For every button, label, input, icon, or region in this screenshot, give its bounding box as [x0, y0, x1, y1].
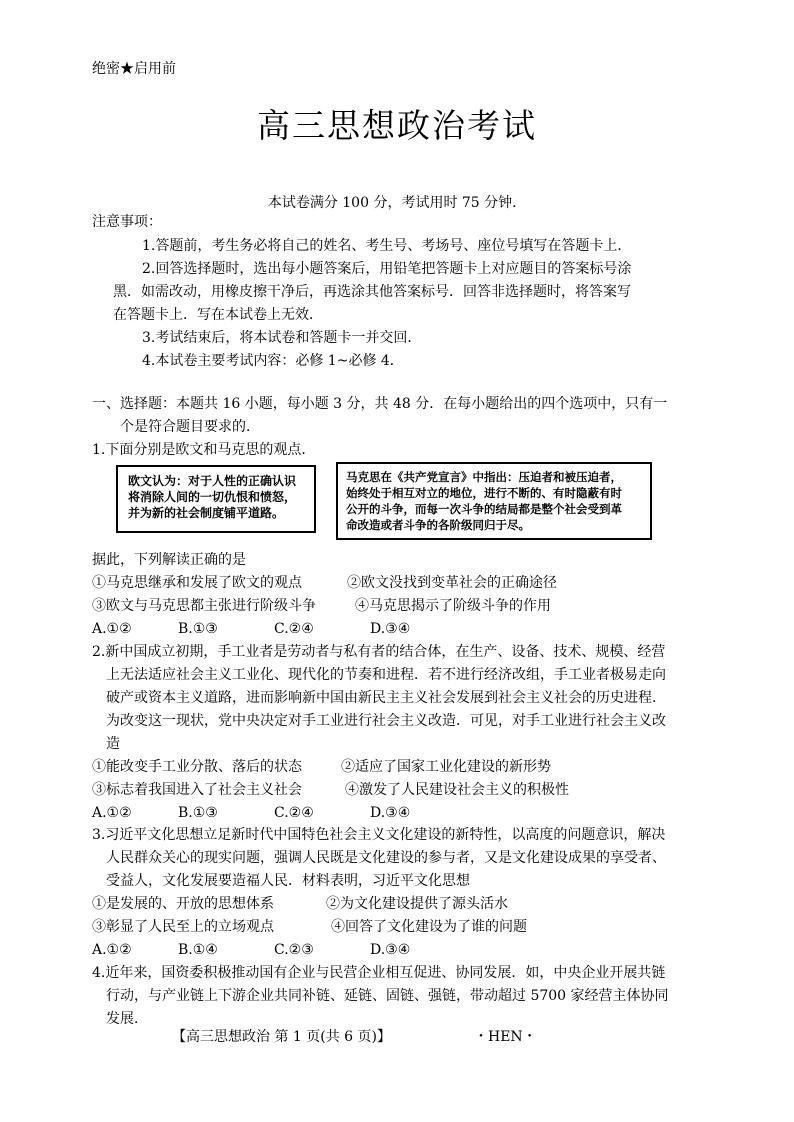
q2-stem: 造: [106, 736, 120, 752]
answer-choice: D.③④: [370, 942, 411, 958]
notes-line: 4.本试卷主要考试内容：必修 1~必修 4．: [142, 353, 404, 369]
option-statement: ④回答了文化建设为了谁的问题: [331, 919, 527, 935]
q2-stem: 2.新中国成立初期，手工业者是劳动者与私有者的结合体，在生产、设备、技术、规模、经营: [92, 644, 666, 660]
q3-stem: 人民群众关心的现实问题，强调人民既是文化建设的参与者，又是文化建设成果的享受者、: [106, 850, 666, 866]
quote-line: 马克思在《共产党宣言》中指出：压迫者和被压迫者，: [346, 470, 622, 484]
notes-heading: 注意事项：: [92, 214, 162, 230]
option-statement: ②为文化建设提供了源头活水: [326, 896, 508, 912]
answer-choice: B.①③: [178, 805, 218, 821]
notes-line: 在答题卡上．写在本试卷上无效．: [113, 307, 323, 323]
option-statement: ③标志着我国进入了社会主义社会: [92, 782, 302, 798]
answer-choice: D.③④: [370, 805, 411, 821]
option-statement: ③欧文与马克思都主张进行阶级斗争: [92, 598, 316, 614]
quote-line: 欧文认为：对于人性的正确认识: [128, 474, 297, 488]
quote-line: 将消除人间的一切仇恨和愤怒，: [128, 490, 297, 504]
answer-choice: B.①④: [178, 942, 218, 958]
q2-stem: 上无法适应社会主义工业化、现代化的节奏和进程．若不进行经济改组，手工业者极易走向: [106, 667, 666, 683]
answer-choice: A.①②: [92, 942, 132, 958]
section-heading-cont: 个是符合题目要求的．: [120, 419, 260, 435]
notes-line: 黑．如需改动，用橡皮擦干净后，再选涂其他答案标号．回答非选择题时，将答案写: [113, 284, 631, 300]
exam-meta: 本试卷满分 100 分，考试用时 75 分钟．: [267, 195, 527, 211]
quote-line: 公开的斗争，而每一次斗争的结局都是整个社会受到革: [346, 502, 622, 516]
quote-line: 始终处于相互对立的地位，进行不断的、有时隐蔽有时: [346, 486, 622, 500]
q4-stem: 4.近年来，国资委积极推动国有企业与民营企业相互促进、协同发展．如，中央企业开展共链: [92, 965, 666, 981]
quote-line: 并为新的社会制度铺平道路。: [128, 506, 285, 520]
option-statement: ①是发展的、开放的思想体系: [92, 896, 274, 912]
option-statement: ②适应了国家工业化建设的新形势: [341, 759, 551, 775]
answer-choice: C.②④: [274, 621, 314, 637]
option-statement: ④激发了人民建设社会主义的积极性: [345, 782, 569, 798]
q2-stem: 为改变这一现状，党中央决定对手工业进行社会主义改造．可见，对手工业进行社会主义改: [106, 713, 666, 729]
option-statement: ①马克思继承和发展了欧文的观点: [92, 575, 302, 591]
quote-line: 命改造或者斗争的各阶级同归于尽。: [346, 518, 530, 532]
q3-stem: 受益人，文化发展要造福人民．材料表明，习近平文化思想: [106, 873, 470, 889]
exam-title: 高三思想政治考试: [257, 106, 537, 145]
answer-choice: C.②③: [274, 942, 314, 958]
q2-stem: 破产或资本主义道路，进而影响新中国由新民主主义社会发展到社会主义社会的历史进程．: [106, 690, 666, 706]
answer-choice: B.①③: [178, 621, 218, 637]
notes-line: 1.答题前，考生务必将自己的姓名、考生号、考场号、座位号填写在答题卡上．: [142, 238, 632, 254]
q1-prompt: 据此，下列解读正确的是: [92, 552, 246, 568]
answer-choice: A.①②: [92, 805, 132, 821]
option-statement: ①能改变手工业分散、落后的状态: [92, 759, 302, 775]
page-footer-label: 【高三思想政治 第 1 页(共 6 页)】: [172, 1029, 391, 1045]
q1-stem: 1.下面分别是欧文和马克思的观点．: [92, 442, 316, 458]
q4-stem: 发展．: [106, 1011, 148, 1027]
notes-line: 2.回答选择题时，选出每小题答案后，用铅笔把答题卡上对应题目的答案标号涂: [142, 261, 632, 277]
option-statement: ④马克思揭示了阶级斗争的作用: [355, 598, 551, 614]
owen-quote-box: [116, 465, 316, 533]
answer-choice: D.③④: [370, 621, 411, 637]
paper-code: ・HEN・: [474, 1029, 537, 1045]
option-statement: ②欧文没找到变革社会的正确途径: [347, 575, 557, 591]
marx-quote-box: [336, 462, 652, 540]
option-statement: ③彰显了人民至上的立场观点: [92, 919, 274, 935]
notes-line: 3.考试结束后，将本试卷和答题卡一并交回．: [142, 330, 422, 346]
q3-stem: 3.习近平文化思想立足新时代中国特色社会主义文化建设的新特性，以高度的问题意识，解决: [92, 827, 666, 843]
q4-stem: 行动，与产业链上下游企业共同补链、延链、固链、强链，带动超过 5700 家经营主体协同: [106, 988, 669, 1004]
answer-choice: C.②④: [274, 805, 314, 821]
section-heading: 一、选择题：本题共 16 小题，每小题 3 分，共 48 分．在每小题给出的四个选项中，只有一: [92, 396, 668, 412]
answer-choice: A.①②: [92, 621, 132, 637]
confidential-label: 绝密★启用前: [92, 61, 176, 77]
